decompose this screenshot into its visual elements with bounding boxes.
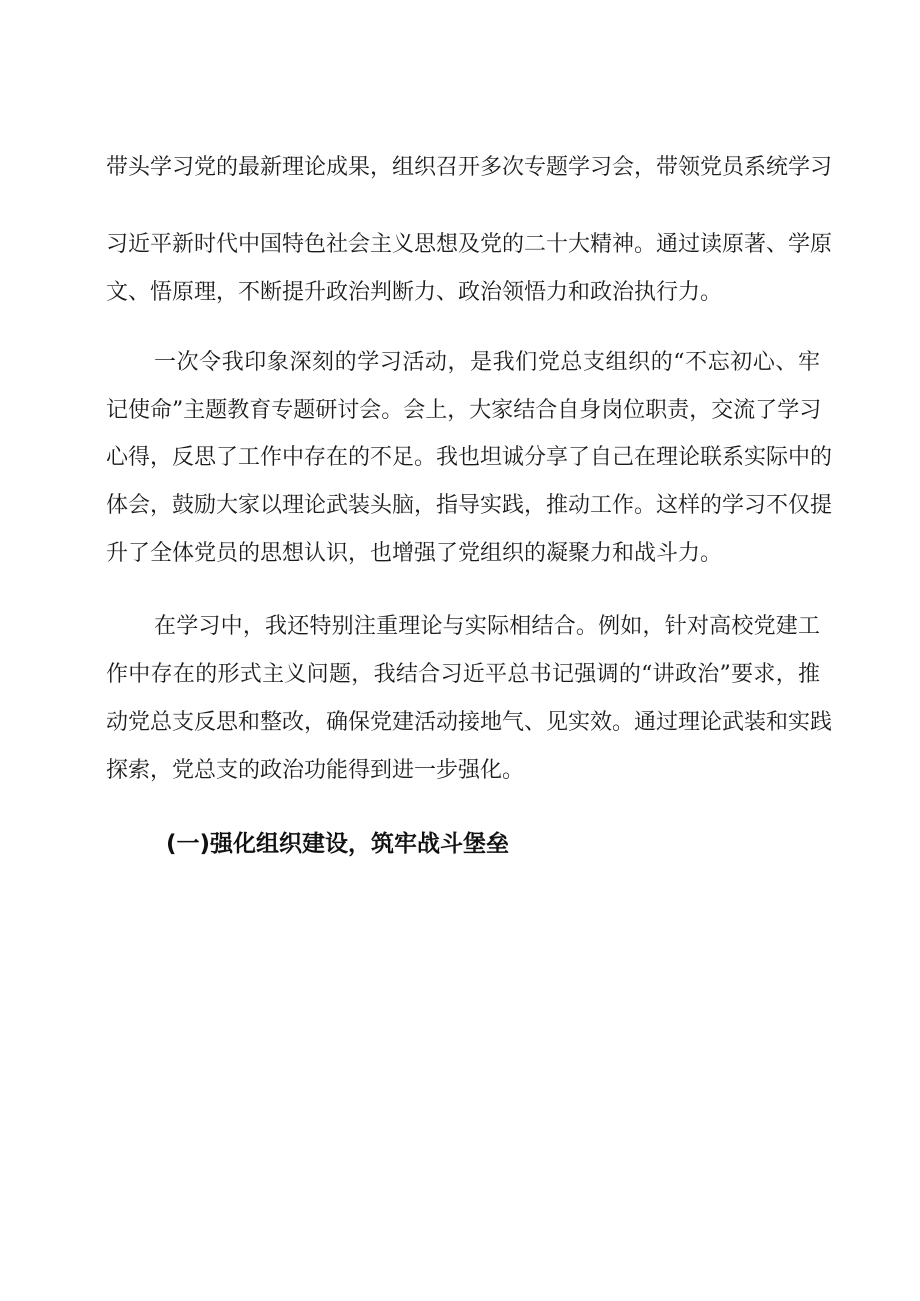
paragraph-line: 作中存在的形式主义问题，我结合习近平总书记强调的“讲政治”要求，推 [106,662,820,687]
paragraph-line: 心得，反思了工作中存在的不足。我也坦诚分享了自己在理论联系实际中的 [106,445,833,470]
paragraph-line: 探索，党总支的政治功能得到进一步强化。 [106,758,525,783]
paragraph-line: 记使命”主题教育专题研讨会。会上，大家结合自身岗位职责，交流了学习 [106,398,822,423]
paragraph-line: 体会，鼓励大家以理论武装头脑，指导实践，推动工作。这样的学习不仅提 [106,493,833,518]
paragraph-line: 习近平新时代中国特色社会主义思想及党的二十大精神。通过读原著、学原 [106,232,833,257]
section-heading: (一)强化组织建设，筑牢战斗堡垒 [166,831,510,857]
paragraph-line: 带头学习党的最新理论成果，组织召开多次专题学习会，带领党员系统学习 [106,155,833,180]
paragraph-line: 文、悟原理，不断提升政治判断力、政治领悟力和政治执行力。 [106,280,723,305]
paragraph-line: 一次令我印象深刻的学习活动，是我们党总支组织的“不忘初心、牢 [154,350,820,375]
paragraph-line: 升了全体党员的思想认识，也增强了党组织的凝聚力和战斗力。 [106,541,723,566]
paragraph-line: 在学习中，我还特别注重理论与实际相结合。例如，针对高校党建工 [154,614,820,639]
paragraph-line: 动党总支反思和整改，确保党建活动接地气、见实效。通过理论武装和实践 [106,710,833,735]
